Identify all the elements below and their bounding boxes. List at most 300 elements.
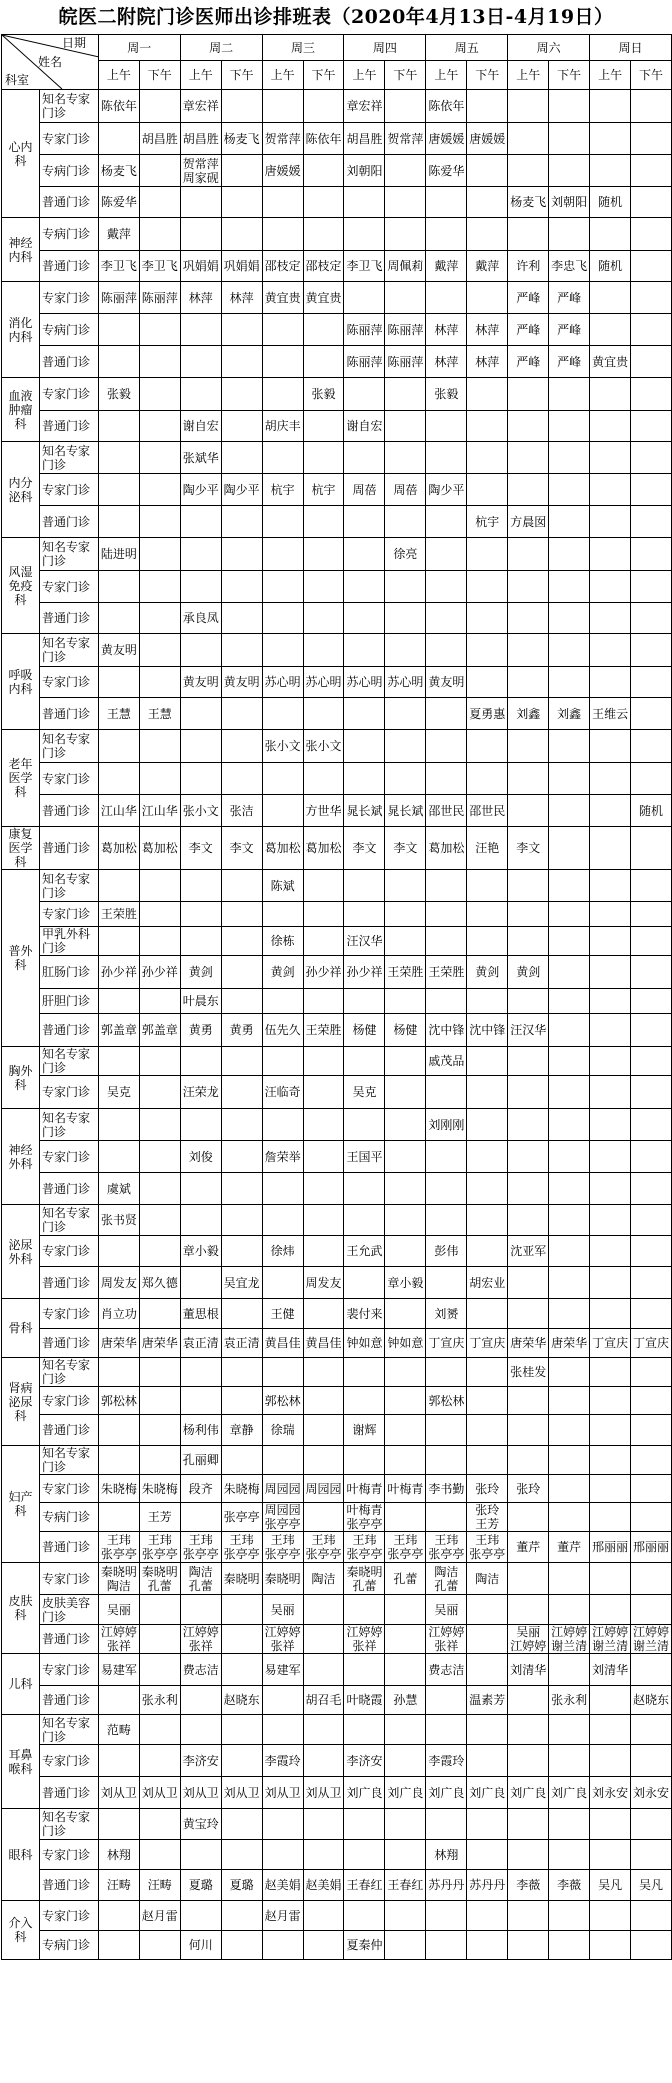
doctor-cell: [344, 1446, 385, 1475]
schedule-row: [2, 506, 672, 538]
doctor-cell: [344, 1840, 385, 1870]
clinic-type: 知名专家门诊: [39, 1047, 98, 1076]
doctor-cell: 周发友: [98, 1267, 139, 1299]
doctor-cell: [590, 90, 631, 123]
doctor-cell: [385, 1715, 426, 1745]
doctor-cell: 刘从卫: [303, 1777, 344, 1809]
schedule-row: [2, 571, 672, 603]
clinic-type: 知名专家门诊: [39, 1715, 98, 1745]
doctor-cell: [385, 282, 426, 314]
doctor-name-line: 王玮: [106, 1533, 131, 1547]
doctor-cell: [139, 927, 180, 956]
doctor-cell: [262, 1840, 303, 1870]
doctor-cell: [98, 1563, 139, 1595]
doctor-cell: 夏秦仲: [344, 1931, 385, 1960]
doctor-name-line: 王玮: [147, 1533, 172, 1547]
doctor-cell: [180, 538, 221, 571]
doctor-cell: [180, 902, 221, 927]
doctor-cell: 陈爱华: [426, 155, 467, 187]
doctor-cell: [590, 1236, 631, 1267]
doctor-cell: [426, 506, 467, 538]
clinic-type: 普通门诊: [39, 1014, 98, 1047]
doctor-cell: [303, 1840, 344, 1870]
doctor-cell: [221, 902, 262, 927]
doctor-cell: [344, 634, 385, 667]
doctor-cell: 张毅: [426, 378, 467, 411]
doctor-cell: [98, 927, 139, 956]
doctor-cell: 王荣胜: [98, 902, 139, 927]
doctor-cell: [180, 1595, 221, 1625]
doctor-cell: [303, 1109, 344, 1141]
day-header: 周一: [98, 35, 180, 61]
doctor-cell: [139, 1563, 180, 1595]
doctor-cell: [385, 763, 426, 795]
doctor-cell: [426, 571, 467, 603]
doctor-cell: [344, 218, 385, 251]
clinic-type: 专家门诊: [39, 474, 98, 506]
doctor-cell: [549, 538, 590, 571]
doctor-cell: [139, 155, 180, 187]
schedule-row: [2, 218, 672, 251]
schedule-row: [2, 1109, 672, 1141]
doctor-cell: 刘广良: [508, 1777, 549, 1809]
doctor-cell: 郭松林: [98, 1387, 139, 1415]
doctor-cell: [426, 218, 467, 251]
doctor-cell: 刘从卫: [221, 1777, 262, 1809]
doctor-name-line: 王玮: [311, 1533, 336, 1547]
doctor-cell: 林萍: [467, 346, 508, 378]
doctor-cell: 邵世民: [467, 795, 508, 827]
doctor-cell: [221, 1358, 262, 1387]
doctor-cell: [262, 1205, 303, 1236]
doctor-cell: [344, 1267, 385, 1299]
clinic-type: 普通门诊: [39, 506, 98, 538]
doctor-cell: [508, 1686, 549, 1715]
department-name: 风湿免疫科: [2, 538, 40, 634]
doctor-cell: [467, 763, 508, 795]
clinic-type: 专家门诊: [39, 123, 98, 155]
doctor-cell: [344, 1715, 385, 1745]
doctor-cell: [631, 1076, 672, 1109]
doctor-cell: [467, 603, 508, 634]
department-name: 妇产科: [2, 1446, 40, 1563]
doctor-cell: 钟如意: [385, 1329, 426, 1358]
doctor-cell: [385, 1809, 426, 1840]
doctor-name-line: 张玲: [475, 1503, 500, 1517]
doctor-cell: [508, 442, 549, 474]
doctor-cell: [262, 1173, 303, 1205]
doctor-cell: [426, 1267, 467, 1299]
doctor-cell: 朱晓梅: [139, 1475, 180, 1503]
doctor-cell: [303, 1715, 344, 1745]
am-header: 上午: [426, 61, 467, 90]
doctor-cell: [549, 1595, 590, 1625]
department-name: 普外科: [2, 870, 40, 1047]
doctor-cell: [549, 1387, 590, 1415]
doctor-cell: [344, 1563, 385, 1595]
doctor-cell: [262, 634, 303, 667]
clinic-type: 知名专家门诊: [39, 1809, 98, 1840]
doctor-cell: 胡昌胜: [180, 123, 221, 155]
department-name: 骨科: [2, 1299, 40, 1358]
schedule-row: [2, 1870, 672, 1901]
doctor-cell: [98, 870, 139, 902]
doctor-cell: [549, 1745, 590, 1777]
doctor-cell: [303, 571, 344, 603]
doctor-cell: [549, 218, 590, 251]
doctor-cell: 刘俊: [180, 1141, 221, 1173]
doctor-cell: [385, 870, 426, 902]
doctor-cell: 刘赟: [426, 1299, 467, 1329]
doctor-cell: 朱晓梅: [221, 1475, 262, 1503]
doctor-cell: [631, 1475, 672, 1503]
doctor-cell: [180, 1173, 221, 1205]
doctor-name-line: 谢兰清: [551, 1639, 588, 1653]
doctor-cell: [98, 1532, 139, 1563]
doctor-cell: [426, 187, 467, 218]
doctor-cell: 赵月雷: [262, 1901, 303, 1931]
doctor-cell: [426, 1076, 467, 1109]
doctor-cell: [508, 378, 549, 411]
doctor-cell: 赵月雷: [139, 1901, 180, 1931]
doctor-cell: 杭宇: [467, 506, 508, 538]
doctor-cell: [221, 1387, 262, 1415]
doctor-cell: [467, 1415, 508, 1446]
clinic-type: 普通门诊: [39, 1870, 98, 1901]
clinic-type: 普通门诊: [39, 1267, 98, 1299]
page-title: 皖医二附院门诊医师出诊排班表（2020年4月13日-4月19日）: [58, 6, 614, 28]
doctor-name-line: 张亭亭: [182, 1547, 219, 1561]
doctor-cell: [631, 763, 672, 795]
doctor-cell: [385, 411, 426, 442]
doctor-cell: [262, 187, 303, 218]
schedule-row: [2, 346, 672, 378]
doctor-name-line: 张祥: [434, 1639, 459, 1653]
doctor-cell: 张书贤: [98, 1205, 139, 1236]
doctor-cell: [303, 1901, 344, 1931]
doctor-cell: [590, 155, 631, 187]
doctor-cell: 邵枝定: [262, 251, 303, 282]
doctor-cell: [344, 763, 385, 795]
doctor-name-line: 陶洁: [106, 1578, 131, 1593]
doctor-name-line: 江婷婷: [346, 1625, 383, 1639]
doctor-cell: 张永利: [139, 1686, 180, 1715]
doctor-cell: 丁宣庆: [590, 1329, 631, 1358]
doctor-cell: [631, 989, 672, 1014]
doctor-cell: [508, 1109, 549, 1141]
schedule-row: [2, 667, 672, 698]
doctor-cell: 黄勇: [180, 1014, 221, 1047]
doctor-cell: 袁正清: [221, 1329, 262, 1358]
doctor-cell: [631, 1173, 672, 1205]
doctor-cell: [221, 1076, 262, 1109]
doctor-cell: 张毅: [98, 378, 139, 411]
doctor-cell: [180, 571, 221, 603]
doctor-cell: [631, 1014, 672, 1047]
day-header: 周三: [262, 35, 344, 61]
department-name: 血液肿瘤科: [2, 378, 40, 442]
doctor-cell: [221, 927, 262, 956]
schedule-row: [2, 902, 672, 927]
doctor-cell: [549, 1205, 590, 1236]
doctor-cell: [180, 698, 221, 730]
doctor-cell: [631, 538, 672, 571]
doctor-cell: [631, 730, 672, 763]
schedule-row: [2, 1267, 672, 1299]
schedule-row: [2, 538, 672, 571]
doctor-cell: [303, 1595, 344, 1625]
doctor-cell: [549, 603, 590, 634]
schedule-row: [2, 698, 672, 730]
am-header: 上午: [180, 61, 221, 90]
doctor-cell: 随机: [590, 251, 631, 282]
doctor-cell: 陈丽萍: [385, 314, 426, 346]
doctor-cell: [98, 1047, 139, 1076]
doctor-cell: [221, 1595, 262, 1625]
doctor-cell: [180, 314, 221, 346]
doctor-cell: [631, 1047, 672, 1076]
doctor-cell: 王健: [262, 1299, 303, 1329]
doctor-cell: [262, 90, 303, 123]
doctor-cell: [221, 571, 262, 603]
doctor-cell: [303, 902, 344, 927]
clinic-type: 普通门诊: [39, 1625, 98, 1654]
doctor-cell: 戴萍: [98, 218, 139, 251]
doctor-cell: 张桂发: [508, 1358, 549, 1387]
doctor-cell: [590, 1415, 631, 1446]
doctor-cell: 杭宇: [262, 474, 303, 506]
doctor-cell: [549, 795, 590, 827]
doctor-cell: 章小毅: [180, 1236, 221, 1267]
schedule-row: [2, 1625, 672, 1654]
doctor-cell: [508, 927, 549, 956]
doctor-cell: [139, 1809, 180, 1840]
doctor-cell: [98, 1503, 139, 1532]
doctor-cell: 汪汉华: [508, 1014, 549, 1047]
schedule-row: [2, 1446, 672, 1475]
doctor-cell: [467, 378, 508, 411]
doctor-cell: [631, 1715, 672, 1745]
department-name: 泌尿外科: [2, 1205, 40, 1299]
doctor-cell: [139, 667, 180, 698]
doctor-cell: 丁宣庆: [426, 1329, 467, 1358]
clinic-type: 专病门诊: [39, 314, 98, 346]
doctor-cell: 汪汉华: [344, 927, 385, 956]
doctor-cell: [508, 571, 549, 603]
clinic-type: 普通门诊: [39, 603, 98, 634]
clinic-type: 专家门诊: [39, 1654, 98, 1686]
doctor-cell: 黄宜贵: [262, 282, 303, 314]
doctor-cell: [467, 282, 508, 314]
schedule-row: [2, 730, 672, 763]
doctor-cell: 谢自宏: [344, 411, 385, 442]
doctor-cell: [631, 1931, 672, 1960]
doctor-cell: 朱晓梅: [98, 1475, 139, 1503]
doctor-cell: [180, 1267, 221, 1299]
doctor-cell: [631, 411, 672, 442]
doctor-cell: 林翔: [426, 1840, 467, 1870]
doctor-cell: [631, 1415, 672, 1446]
doctor-cell: [262, 218, 303, 251]
doctor-cell: [508, 870, 549, 902]
doctor-cell: 林翔: [98, 1840, 139, 1870]
doctor-cell: [590, 378, 631, 411]
doctor-cell: [631, 1563, 672, 1595]
doctor-cell: [303, 411, 344, 442]
schedule-row: [2, 282, 672, 314]
doctor-cell: [549, 411, 590, 442]
doctor-cell: [426, 1173, 467, 1205]
doctor-cell: [385, 1654, 426, 1686]
doctor-cell: 严峰: [508, 282, 549, 314]
doctor-cell: 胡宏业: [467, 1267, 508, 1299]
doctor-cell: [139, 870, 180, 902]
doctor-cell: [262, 1446, 303, 1475]
doctor-cell: [590, 1205, 631, 1236]
doctor-cell: [303, 1387, 344, 1415]
doctor-cell: [508, 902, 549, 927]
doctor-cell: [262, 795, 303, 827]
doctor-cell: [549, 155, 590, 187]
doctor-cell: [508, 1076, 549, 1109]
doctor-cell: 林萍: [180, 282, 221, 314]
doctor-cell: 陶少平: [180, 474, 221, 506]
doctor-cell: 杭宇: [303, 474, 344, 506]
doctor-cell: 孙少祥: [98, 956, 139, 989]
doctor-cell: 邵枝定: [303, 251, 344, 282]
doctor-name-line: 张祥: [106, 1639, 131, 1653]
doctor-cell: [631, 667, 672, 698]
doctor-cell: [303, 1141, 344, 1173]
doctor-cell: [508, 1840, 549, 1870]
doctor-cell: [631, 634, 672, 667]
doctor-cell: 叶梅青: [385, 1475, 426, 1503]
doctor-cell: 李卫飞: [98, 251, 139, 282]
doctor-cell: [508, 1625, 549, 1654]
doctor-cell: 陈斌: [262, 870, 303, 902]
doctor-cell: [180, 870, 221, 902]
clinic-type: 专家门诊: [39, 1901, 98, 1931]
doctor-cell: [344, 1387, 385, 1415]
doctor-cell: 严峰: [508, 314, 549, 346]
doctor-cell: [139, 218, 180, 251]
doctor-cell: [508, 1267, 549, 1299]
doctor-cell: [385, 1173, 426, 1205]
schedule-row: [2, 1654, 672, 1686]
doctor-cell: 戴萍: [426, 251, 467, 282]
doctor-name-line: 江婷婷: [510, 1639, 547, 1653]
doctor-cell: 陶少平: [221, 474, 262, 506]
doctor-cell: 伍先久: [262, 1014, 303, 1047]
doctor-cell: 刘清华: [590, 1654, 631, 1686]
doctor-cell: [631, 1299, 672, 1329]
department-name: 老年医学科: [2, 730, 40, 827]
doctor-cell: 苏丹丹: [426, 1870, 467, 1901]
doctor-cell: 董思根: [180, 1299, 221, 1329]
doctor-cell: [303, 1931, 344, 1960]
doctor-cell: [467, 870, 508, 902]
clinic-type: 肛肠门诊: [39, 956, 98, 989]
clinic-type: 专家门诊: [39, 1236, 98, 1267]
schedule-row: [2, 1236, 672, 1267]
doctor-cell: [385, 1205, 426, 1236]
doctor-cell: [221, 1109, 262, 1141]
doctor-cell: 章宏祥: [344, 90, 385, 123]
doctor-cell: [139, 1076, 180, 1109]
doctor-cell: 叶晓霞: [344, 1686, 385, 1715]
schedule-row: [2, 1745, 672, 1777]
schedule-row: [2, 956, 672, 989]
doctor-cell: [549, 989, 590, 1014]
doctor-cell: 裴付来: [344, 1299, 385, 1329]
doctor-cell: 苏心明: [344, 667, 385, 698]
doctor-cell: [303, 989, 344, 1014]
doctor-cell: [549, 1446, 590, 1475]
doctor-cell: [221, 1840, 262, 1870]
schedule-row: [2, 1931, 672, 1960]
doctor-cell: [303, 927, 344, 956]
doctor-cell: [385, 1387, 426, 1415]
doctor-cell: [221, 956, 262, 989]
doctor-cell: [344, 1205, 385, 1236]
doctor-cell: [385, 442, 426, 474]
doctor-cell: [631, 123, 672, 155]
doctor-cell: 吴宜龙: [221, 1267, 262, 1299]
doctor-cell: 孙少祥: [139, 956, 180, 989]
doctor-cell: [590, 667, 631, 698]
doctor-name-line: 秦晓明: [141, 1564, 178, 1579]
doctor-cell: [262, 442, 303, 474]
doctor-cell: [221, 346, 262, 378]
doctor-name-line: 秦晓明: [100, 1564, 137, 1579]
doctor-cell: 贺常萍: [385, 123, 426, 155]
department-name: 内分泌科: [2, 442, 40, 538]
doctor-cell: [221, 1141, 262, 1173]
doctor-cell: [139, 1415, 180, 1446]
doctor-cell: [221, 506, 262, 538]
doctor-cell: [508, 1809, 549, 1840]
doctor-cell: 晁长斌: [385, 795, 426, 827]
doctor-cell: [385, 1358, 426, 1387]
doctor-cell: [631, 1503, 672, 1532]
doctor-cell: [467, 442, 508, 474]
doctor-cell: [221, 1205, 262, 1236]
doctor-cell: [303, 346, 344, 378]
doctor-cell: [467, 1931, 508, 1960]
doctor-cell: 汪畴: [139, 1870, 180, 1901]
doctor-cell: 夏璐: [221, 1870, 262, 1901]
doctor-cell: [426, 870, 467, 902]
schedule-row: [2, 1329, 672, 1358]
clinic-type: 普通门诊: [39, 187, 98, 218]
doctor-cell: 葛加松: [303, 827, 344, 870]
doctor-cell: 唐荣华: [508, 1329, 549, 1358]
doctor-cell: 葛加松: [98, 827, 139, 870]
doctor-cell: [221, 442, 262, 474]
doctor-cell: 周蓓: [344, 474, 385, 506]
doctor-cell: [385, 1446, 426, 1475]
doctor-cell: [426, 989, 467, 1014]
doctor-cell: 林萍: [467, 314, 508, 346]
doctor-cell: 孙少祥: [344, 956, 385, 989]
schedule-row: [2, 1595, 672, 1625]
doctor-cell: [303, 1415, 344, 1446]
doctor-cell: [139, 730, 180, 763]
doctor-cell: 苏丹丹: [467, 1870, 508, 1901]
doctor-cell: 赵美娟: [262, 1870, 303, 1901]
doctor-cell: [344, 187, 385, 218]
schedule-row: [2, 1475, 672, 1503]
